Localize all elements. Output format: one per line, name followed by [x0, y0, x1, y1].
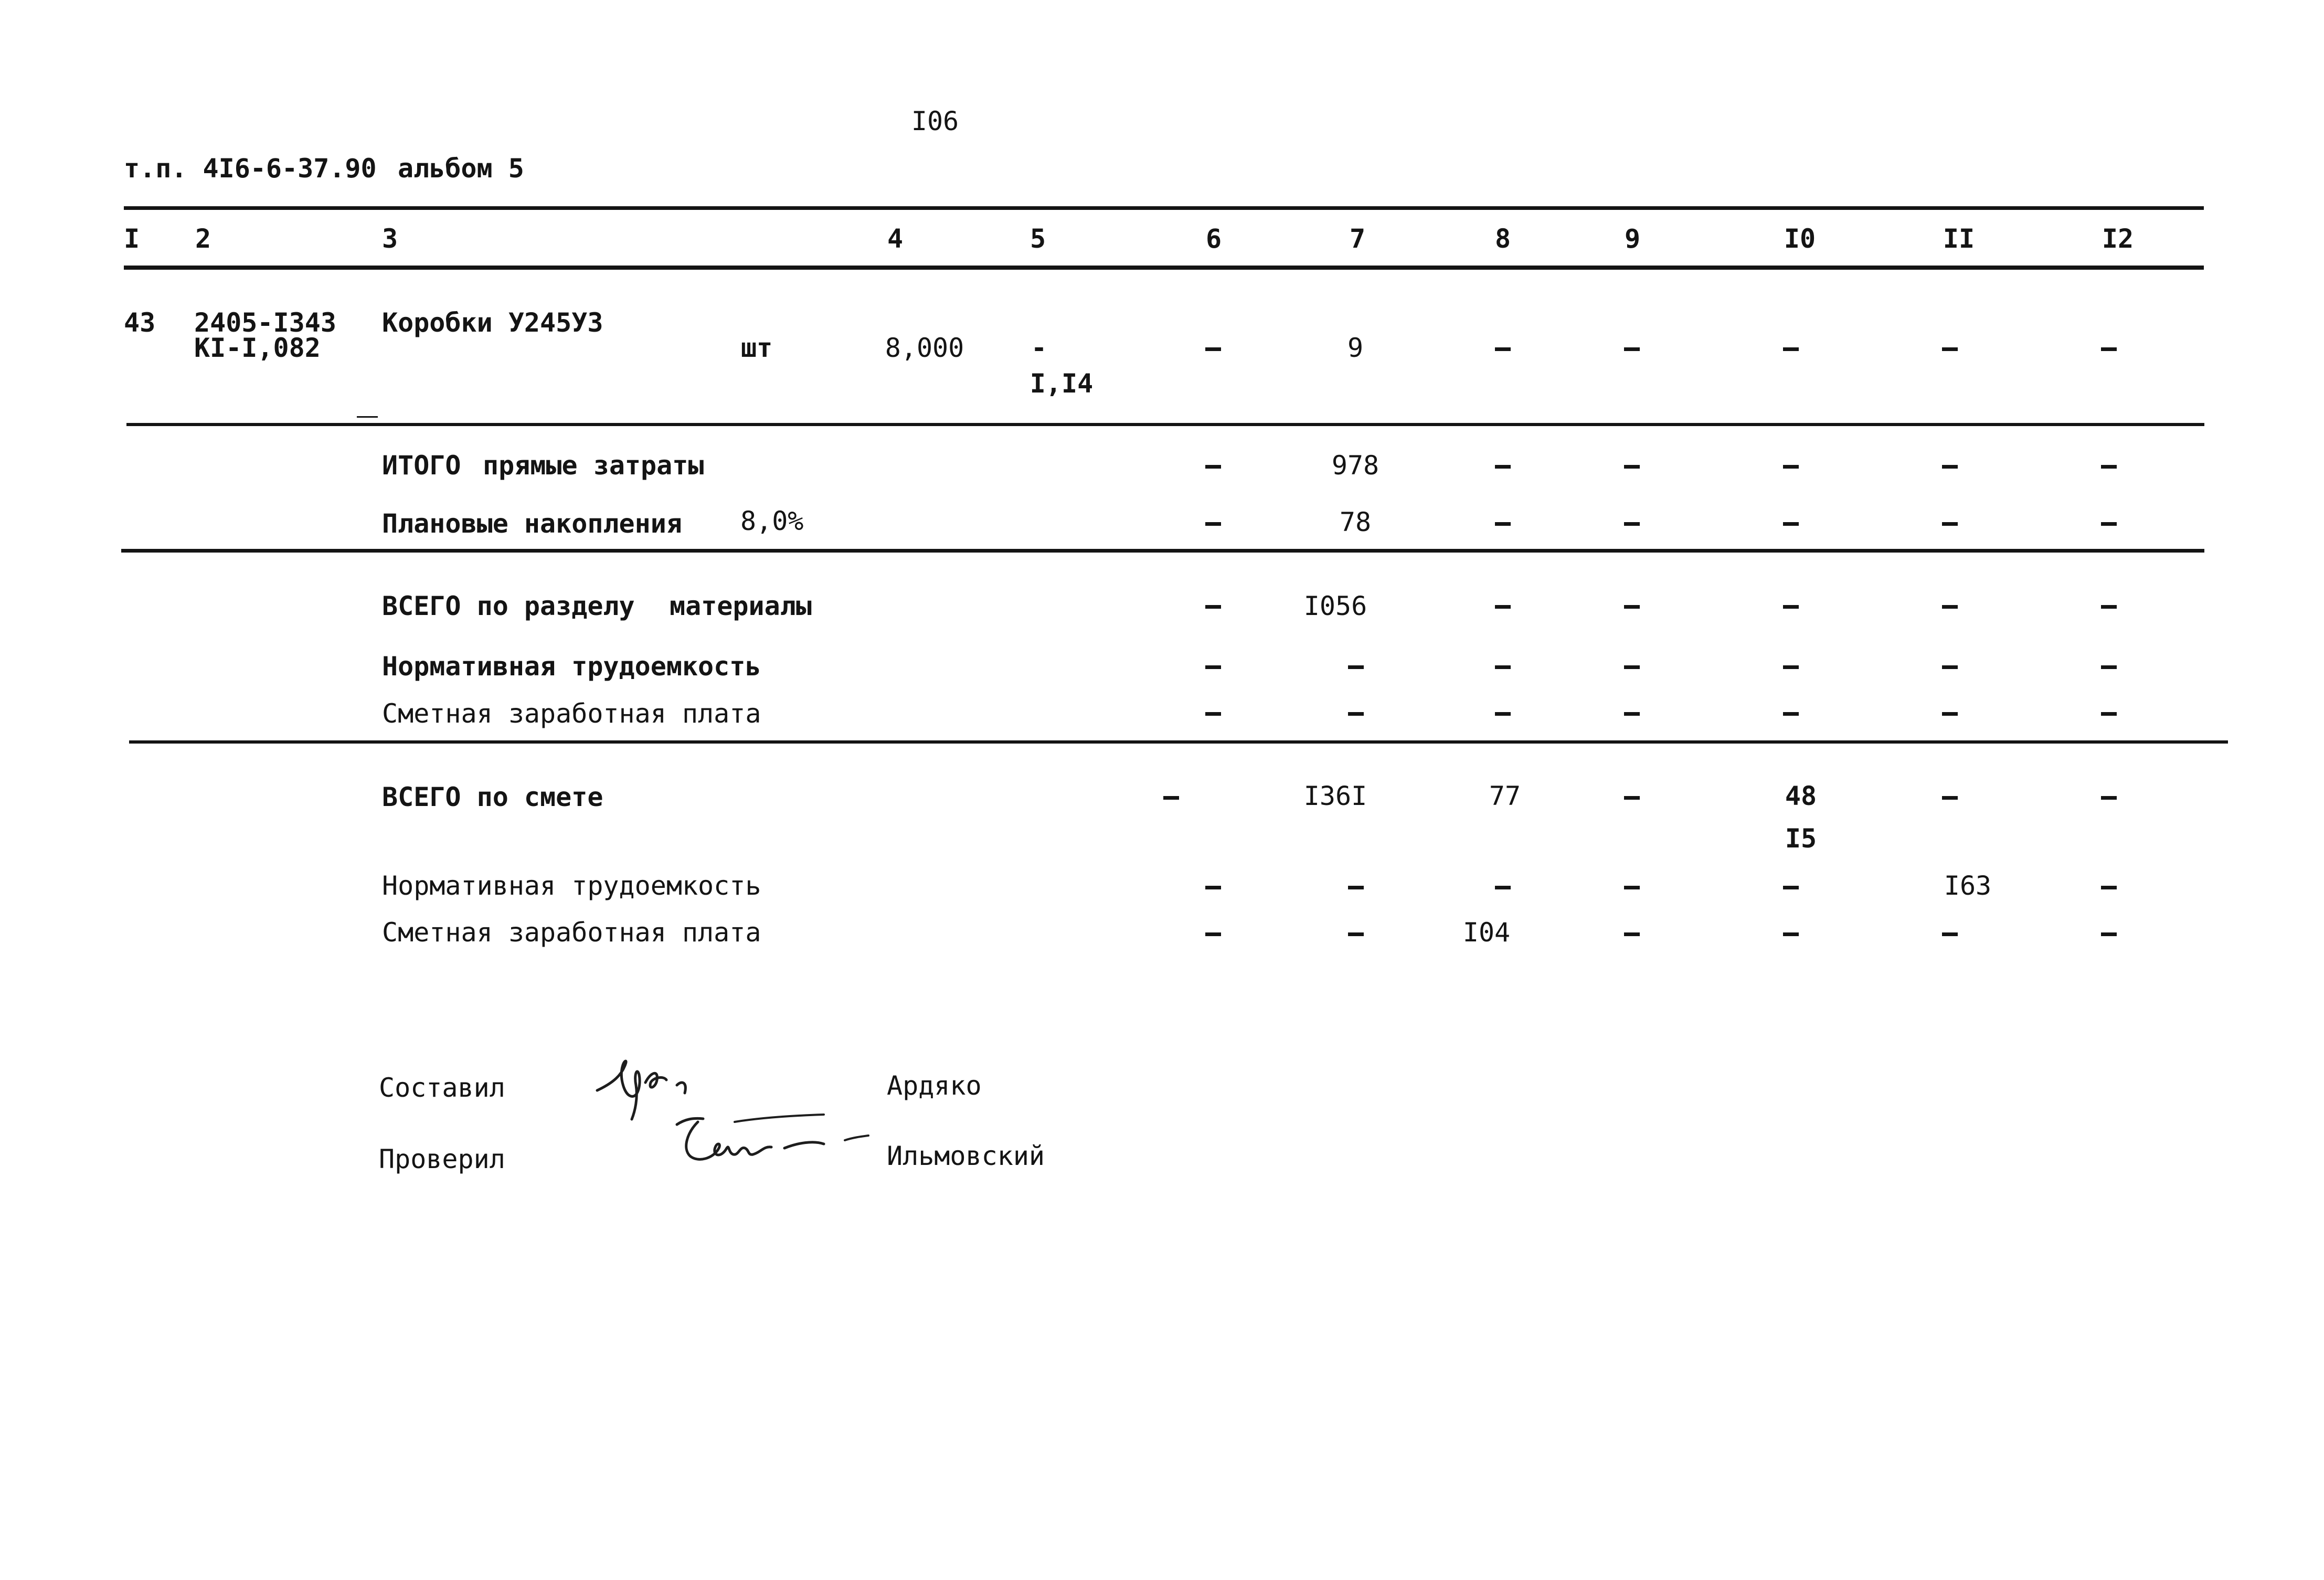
column-header: 8 — [1494, 224, 1511, 254]
dash — [1624, 886, 1640, 889]
dash — [1624, 712, 1640, 716]
row-label: ИТОГО — [382, 450, 461, 481]
dash — [1942, 522, 1958, 526]
column-header: 5 — [1030, 224, 1046, 254]
dash — [1942, 932, 1958, 936]
row-rule — [357, 416, 378, 418]
rate-value: 8,0% — [740, 506, 804, 536]
dash — [1783, 712, 1799, 716]
estimate-col10-bottom: I5 — [1785, 823, 1817, 854]
item-name: Коробки У245У3 — [382, 307, 603, 338]
planned-col7: 78 — [1339, 507, 1372, 537]
dash — [2101, 886, 2117, 889]
section-col7: I056 — [1303, 591, 1367, 621]
section-rule — [126, 423, 2204, 426]
dash — [1348, 932, 1364, 936]
dash — [2101, 605, 2117, 609]
row-label: Сметная заработная плата — [382, 917, 761, 948]
dash — [1495, 886, 1511, 889]
dash — [1495, 347, 1511, 351]
item-col7: 9 — [1347, 333, 1364, 363]
dash — [1942, 796, 1958, 800]
row-label-2: прямые затраты — [483, 450, 704, 481]
section-rule — [129, 740, 2228, 744]
dash — [1783, 605, 1799, 609]
row-label: ВСЕГО по разделу — [382, 591, 635, 621]
dash — [1624, 347, 1640, 351]
dash — [2101, 465, 2117, 469]
dash — [1624, 932, 1640, 936]
column-header: 6 — [1205, 224, 1222, 254]
dash — [2101, 932, 2117, 936]
dash — [1205, 665, 1221, 669]
estimate-col7: I36I — [1303, 781, 1367, 811]
column-header: 3 — [382, 224, 398, 254]
column-header: 9 — [1624, 224, 1641, 254]
item-unit: шт — [741, 333, 773, 363]
dash — [1205, 522, 1221, 526]
dash — [2101, 712, 2117, 716]
item-quantity: 8,000 — [885, 333, 964, 363]
item-col5-bottom: I,I4 — [1030, 368, 1094, 399]
row-label: Плановые накопления — [382, 508, 682, 539]
dash — [1495, 465, 1511, 469]
dash — [2101, 522, 2117, 526]
wage-col8: I04 — [1462, 917, 1511, 948]
item-code: 2405-I343 — [194, 307, 336, 338]
composed-by-label: Составил — [379, 1073, 505, 1103]
total-col7: 978 — [1331, 450, 1379, 481]
column-header: 4 — [887, 224, 904, 254]
item-code-2: КI-I,082 — [194, 333, 321, 363]
dash — [1205, 465, 1221, 469]
dash — [1348, 665, 1364, 669]
dash — [1495, 605, 1511, 609]
row-label: Нормативная трудоемкость — [382, 651, 761, 682]
row-label: Сметная заработная плата — [382, 698, 761, 729]
row-label: ВСЕГО по смете — [382, 782, 603, 812]
dash — [2101, 665, 2117, 669]
dash — [1495, 522, 1511, 526]
estimate-col10-top: 48 — [1785, 781, 1817, 811]
page-number: I06 — [911, 106, 959, 136]
row-label: Нормативная трудоемкость — [382, 871, 761, 901]
dash — [1205, 347, 1221, 351]
dash — [1205, 886, 1221, 889]
checked-by-name: Ильмовский — [887, 1141, 1045, 1171]
dash — [1495, 665, 1511, 669]
column-header: I0 — [1784, 224, 1816, 254]
dash — [1348, 712, 1364, 716]
dash — [1783, 522, 1799, 526]
dash — [1942, 465, 1958, 469]
doc-reference: т.п. 4I6-6-37.90 — [124, 153, 377, 184]
dash — [1942, 347, 1958, 351]
dash — [1205, 712, 1221, 716]
dash — [1205, 932, 1221, 936]
handwritten-signature-2 — [666, 1111, 876, 1174]
checked-by-label: Проверил — [379, 1144, 505, 1174]
item-col5-top: - — [1031, 333, 1047, 363]
column-header: I2 — [2102, 224, 2134, 254]
dash — [1163, 796, 1179, 800]
column-header: II — [1943, 224, 1975, 254]
row-label-2: материалы — [670, 591, 812, 621]
column-header: 2 — [195, 224, 211, 254]
dash — [1205, 605, 1221, 609]
header-top-rule — [124, 206, 2204, 210]
dash — [1942, 665, 1958, 669]
dash — [1783, 465, 1799, 469]
dash — [1942, 605, 1958, 609]
dash — [1783, 932, 1799, 936]
column-header: I — [124, 224, 140, 254]
section-rule — [121, 549, 2204, 553]
column-header: 7 — [1349, 224, 1366, 254]
dash — [1348, 886, 1364, 889]
composed-by-name: Ардяко — [887, 1070, 982, 1101]
estimate-col8: 77 — [1489, 781, 1521, 811]
dash — [1783, 347, 1799, 351]
dash — [1624, 605, 1640, 609]
dash — [2101, 347, 2117, 351]
dash — [1624, 796, 1640, 800]
dash — [1783, 665, 1799, 669]
row-number: 43 — [124, 307, 156, 338]
dash — [1624, 665, 1640, 669]
dash — [1495, 712, 1511, 716]
dash — [2101, 796, 2117, 800]
dash — [1624, 465, 1640, 469]
dash — [1783, 886, 1799, 889]
header-bottom-rule — [124, 266, 2204, 270]
dash — [1624, 522, 1640, 526]
dash — [1942, 712, 1958, 716]
labor-col11: I63 — [1944, 871, 1992, 901]
album-label: альбом 5 — [398, 153, 524, 184]
